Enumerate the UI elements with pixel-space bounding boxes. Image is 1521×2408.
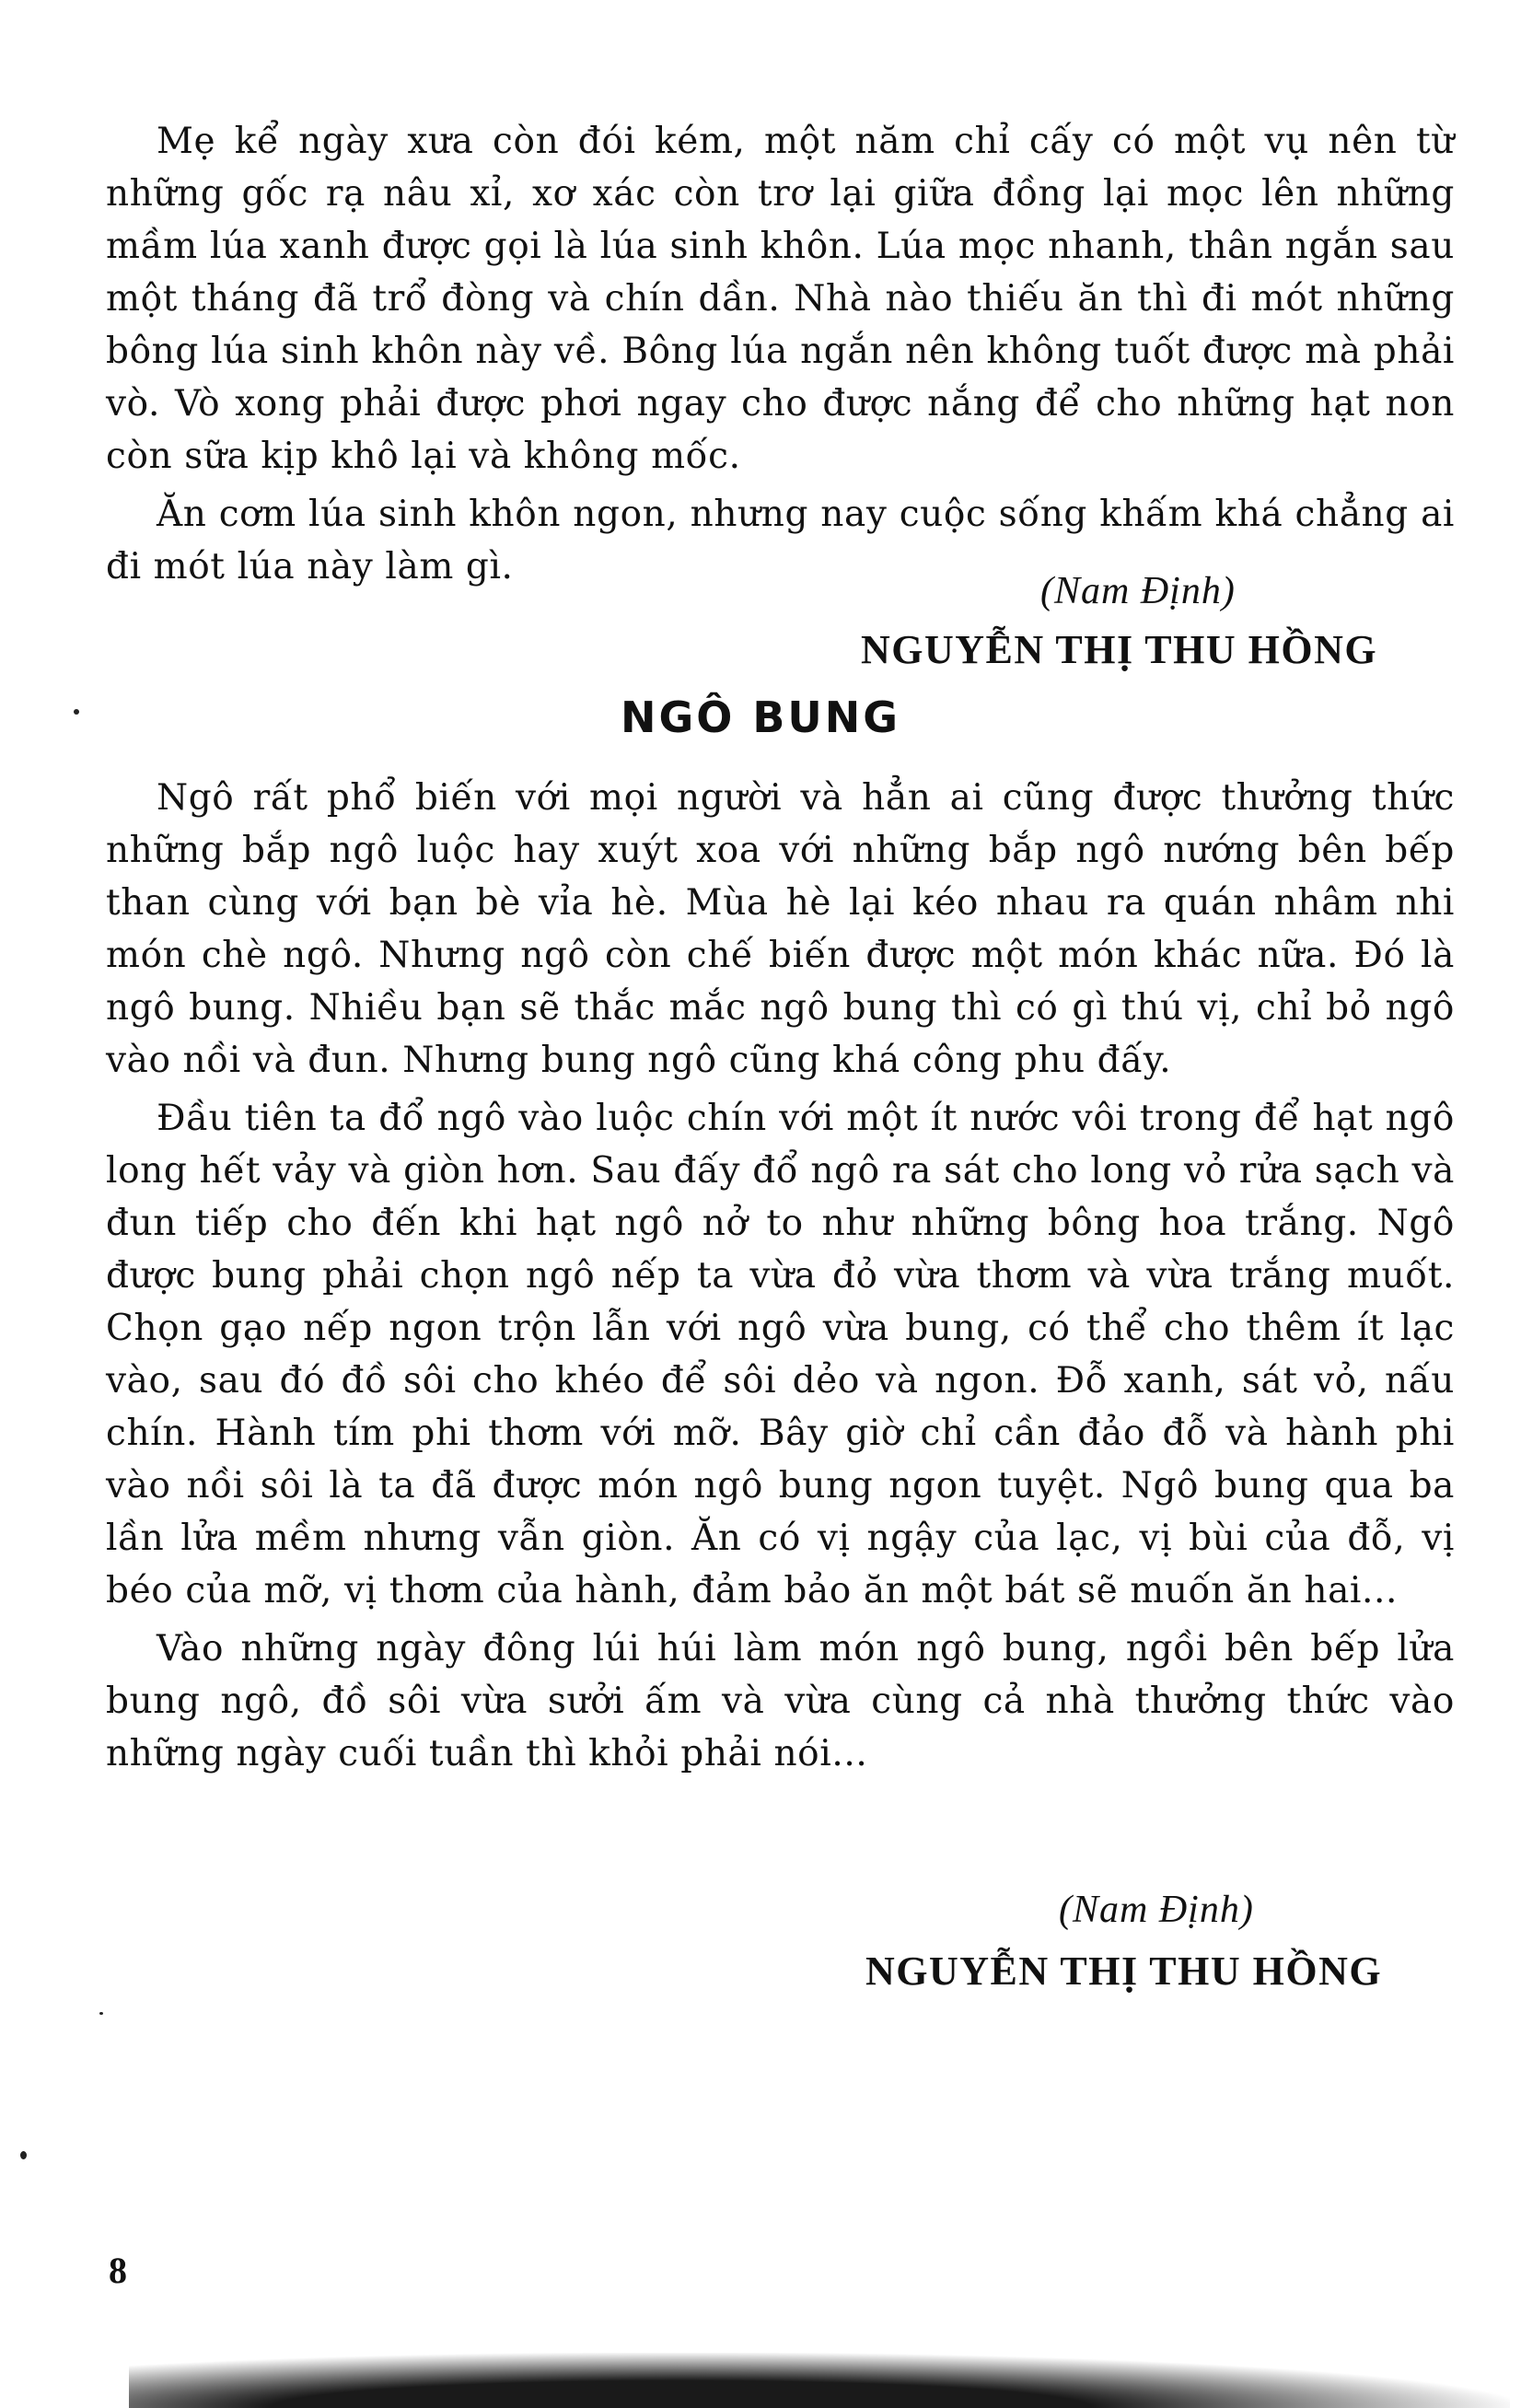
paragraph: Vào những ngày đông lúi húi làm món ngô bung, ngồi bên bếp lửa bung ngô, đồ sôi vừa sưởi ấm và vừa cùng cả nhà thưởng thức vào những ngày cuối tuần thì khỏi phải nói... [106, 1628, 1455, 1774]
paragraph: Mẹ kể ngày xưa còn đói kém, một năm chỉ cấy có một vụ nên từ những gốc rạ nâu xỉ, xơ xác còn trơ lại giữa đồng lại mọc lên những mầm lúa xanh được gọi là lúa sinh khôn. Lúa mọc nhanh, thân ngắn sau một tháng đã trổ đòng và chín dần. Nhà nào thiếu ăn thì đi mót những bông lúa sinh khôn này về. Bông lúa ngắn nên không tuốt được mà phải vò. Vò xong phải được phơi ngay cho được nắng để cho những hạt non còn sữa kịp khô lại và không mốc. [106, 121, 1455, 477]
article-title: NGÔ BUNG [620, 692, 901, 742]
story-source: (Nam Định) [1040, 570, 1236, 612]
paragraph: Đầu tiên ta đổ ngô vào luộc chín với một ít nước vôi trong để hạt ngô long hết vảy và giòn hơn. Sau đấy đổ ngô ra sát cho long vỏ rửa sạch và đun tiếp cho đến khi hạt ngô nở to như những bông hoa trắng. Ngô được bung phải chọn ngô nếp ta vừa đỏ vừa thơm và vừa trắng muốt. Chọn gạo nếp ngon trộn lẫn với ngô vừa bung, có thể cho thêm ít lạc vào, sau đó đồ sôi cho khéo để sôi dẻo và ngon. Đỗ xanh, sát vỏ, nấu chín. Hành tím phi thơm với mỡ. Bây giờ chỉ cần đảo đỗ và hành phi vào nồi sôi là ta đã được món ngô bung ngon tuyệt. Ngô bung qua ba lần lửa mềm nhưng vẫn giòn. Ăn có vị ngậy của lạc, vị bùi của đỗ, vị béo của mỡ, vị thơm của hành, đảm bảo ăn một bát sẽ muốn ăn hai... [106, 1098, 1455, 1611]
page-number: 8 [109, 2250, 127, 2291]
scan-speck [20, 2151, 27, 2159]
story-author: NGUYỄN THỊ THU HỒNG [865, 1949, 1383, 1994]
story-ngo-bung [106, 772, 1455, 1780]
scan-speck [74, 709, 79, 715]
paragraph: Ăn cơm lúa sinh khôn ngon, nhưng nay cuộc sống khấm khá chẳng ai đi mót lúa này làm gì. [106, 494, 1455, 587]
story-lua-sinh-khon [106, 115, 1455, 593]
scan-speck [99, 2012, 103, 2015]
story-author: NGUYỄN THỊ THU HỒNG [861, 627, 1378, 672]
scan-edge-shadow [129, 2353, 1510, 2408]
paragraph: Ngô rất phổ biến với mọi người và hẳn ai cũng được thưởng thức những bắp ngô luộc hay xuýt xoa với những bắp ngô nướng bên bếp than cùng với bạn bè vỉa hè. Mùa hè lại kéo nhau ra quán nhâm nhi món chè ngô. Nhưng ngô còn chế biến được một món khác nữa. Đó là ngô bung. Nhiều bạn sẽ thắc mắc ngô bung thì có gì thú vị, chỉ bỏ ngô vào nồi và đun. Nhưng bung ngô cũng khá công phu đấy. [106, 777, 1455, 1081]
story-source: (Nam Định) [1059, 1889, 1254, 1931]
